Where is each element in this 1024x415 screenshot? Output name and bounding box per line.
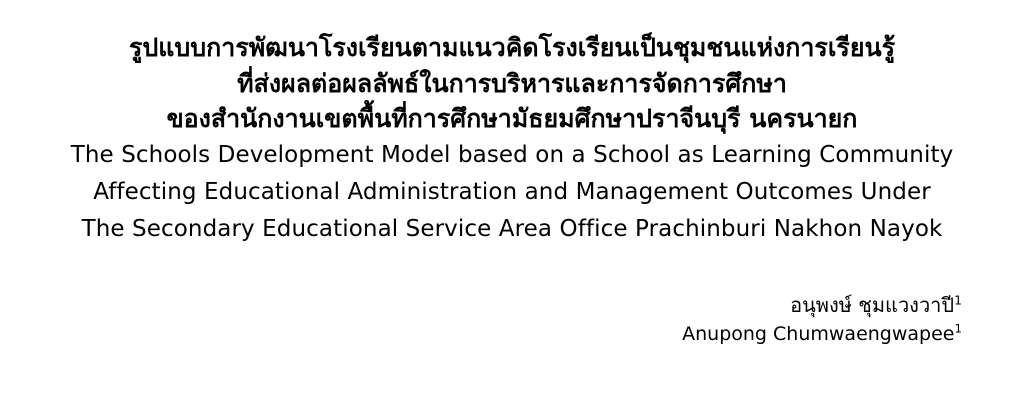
author-name-english xyxy=(40,320,962,349)
title-english-line-2: Affecting Educational Administration and Management Outcomes Under xyxy=(93,178,931,205)
title-english-line-1: The Schools Development Model based on a School as Learning Community xyxy=(70,141,954,168)
title-thai-line-1: รูปแบบการพัฒนาโรงเรียนตามแนวคิดโรงเรียนเป็นชุมชนแห่งการเรียนรู้ xyxy=(129,33,895,62)
author-name-thai xyxy=(40,291,962,320)
author-name-thai-text: อนุพงษ์ ชุมแวงวาปี xyxy=(790,292,955,317)
title-english-line-3: The Secondary Educational Service Area Office Prachinburi Nakhon Nayok xyxy=(81,216,943,243)
title-thai-line-3: ของสำนักงานเขตพื้นที่การศึกษามัธยมศึกษาปราจีนบุรี นครนายก xyxy=(166,104,858,133)
author-footnote-marker-english: 1 xyxy=(954,321,962,336)
author-footnote-marker-thai: 1 xyxy=(954,292,962,308)
author-byline xyxy=(40,291,984,349)
title-thai-line-2: ที่ส่งผลต่อผลลัพธ์ในการบริหารและการจัดการศึกษา xyxy=(237,68,787,98)
author-name-english-text: Anupong Chumwaengwapee xyxy=(682,322,955,345)
article-title xyxy=(40,30,984,249)
